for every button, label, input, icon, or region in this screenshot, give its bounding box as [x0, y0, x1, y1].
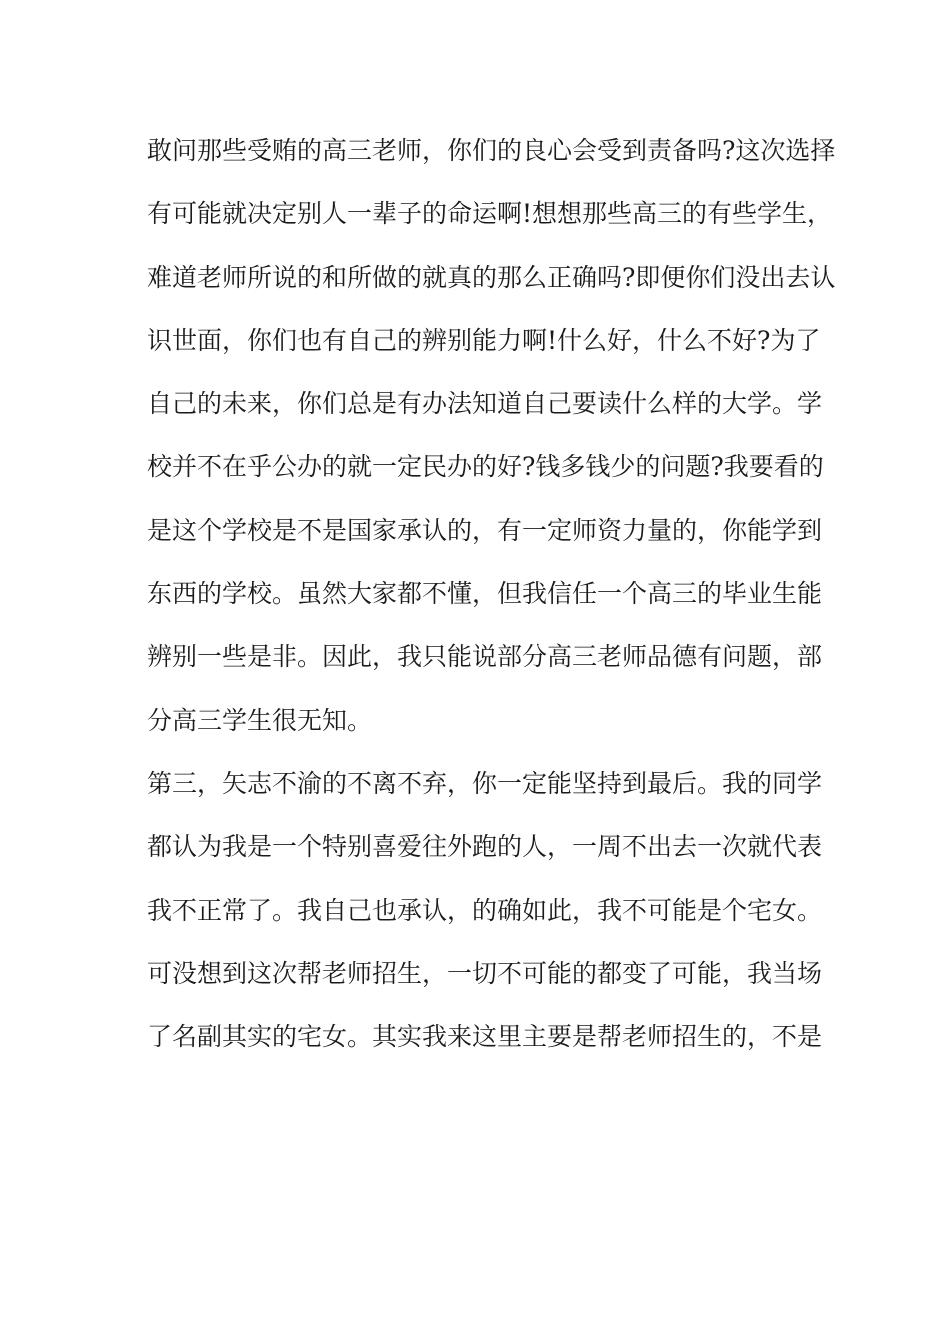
text-line-14: 可没想到这次帮老师招生，一切不可能的都变了可能，我当场 — [147, 958, 823, 988]
text-line-8: 东西的学校。虽然大家都不懂，但我信任一个高三的毕业生能 — [147, 579, 823, 609]
text-line-3: 难道老师所说的和所做的就真的那么正确吗?即便你们没出去认 — [147, 262, 836, 292]
text-line-11: 第三，矢志不渝的不离不弃，你一定能坚持到最后。我的同学 — [147, 768, 823, 798]
text-line-1: 敢问那些受贿的高三老师，你们的良心会受到责备吗?这次选择 — [147, 136, 836, 165]
text-line-12: 都认为我是一个特别喜爱往外跑的人，一周不出去一次就代表 — [147, 832, 823, 862]
body-text — [147, 131, 836, 1080]
text-line-9: 辨别一些是非。因此，我只能说部分高三老师品德有问题，部 — [147, 642, 823, 672]
text-line-2: 有可能就决定别人一辈子的命运啊!想想那些高三的有些学生， — [147, 199, 833, 229]
text-line-13: 我不正常了。我自己也承认，的确如此，我不可能是个宅女。 — [147, 895, 823, 925]
text-line-5: 自己的未来，你们总是有办法知道自己要读什么样的大学。学 — [147, 389, 823, 419]
text-line-7: 是这个学校是不是国家承认的，有一定师资力量的，你能学到 — [147, 515, 823, 545]
text-line-6: 校并不在乎公办的就一定民办的好?钱多钱少的问题?我要看的 — [147, 452, 824, 482]
text-line-10: 分高三学生很无知。 — [147, 705, 373, 735]
text-line-4: 识世面，你们也有自己的辨别能力啊!什么好，什么不好?为了 — [147, 325, 821, 355]
text-line-15: 了名副其实的宅女。其实我来这里主要是帮老师招生的，不是 — [147, 1022, 823, 1052]
